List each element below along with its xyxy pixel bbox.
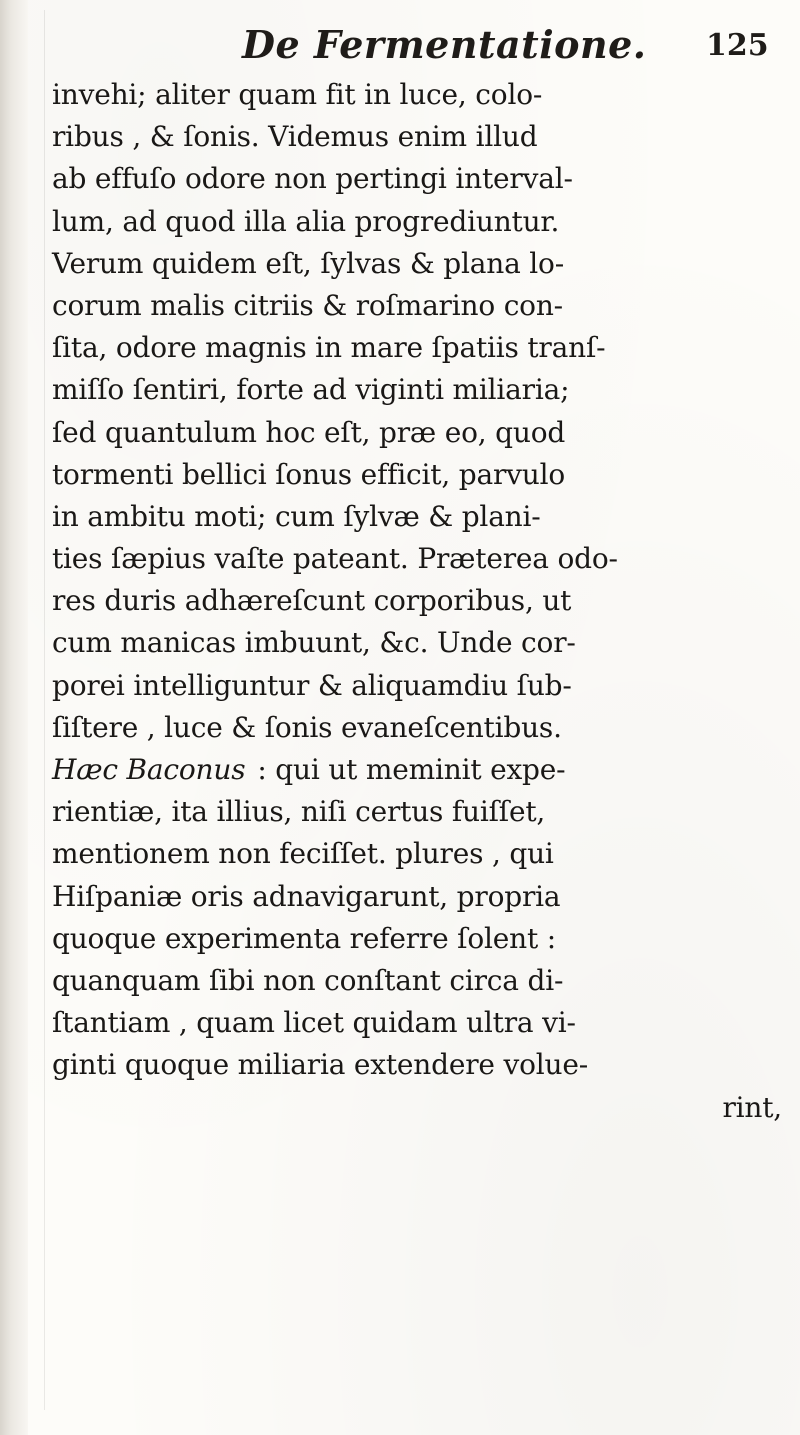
- text-line: mentionem non feciſſet. plures , qui: [52, 837, 554, 871]
- text-line: ginti quoque miliaria extendere volue-: [52, 1048, 588, 1082]
- text-line: ſita, odore magnis in mare ſpatiis tranſ-: [52, 331, 606, 365]
- text-line: Verum quidem eſt, ſylvas & plana lo-: [52, 246, 564, 280]
- text-line: res duris adhæreſcunt corporibus, ut: [52, 584, 572, 618]
- body-text: [52, 74, 792, 1129]
- text-line: ties ſæpius vaſte pateant. Præterea odo-: [52, 542, 618, 576]
- page-gutter-shadow: [0, 0, 28, 1435]
- catchword-line: rint,: [722, 1090, 782, 1124]
- text-line: corum malis citriis & roſmarino con-: [52, 288, 563, 322]
- text-line: ſtantiam , quam licet quidam ultra vi-: [52, 1006, 576, 1040]
- margin-rule: [44, 10, 45, 1410]
- text-line: lum, ad quod illa alia progrediuntur.: [52, 204, 560, 238]
- text-line: invehi; aliter quam fit in luce, colo-: [52, 78, 543, 111]
- running-head: De Fermentatione.: [242, 22, 647, 67]
- text-line: ab effuſo odore non pertingi interval-: [52, 162, 573, 196]
- text-line: porei intelliguntur & aliquamdiu ſub-: [52, 668, 572, 702]
- page-header: [0, 18, 800, 78]
- text-line: quanquam ſibi non conſtant circa di-: [52, 963, 564, 997]
- author-name: Hæc Baconus: [52, 753, 246, 786]
- text-line: rientiæ, ita illius, niſi certus fuiſſet,: [52, 795, 546, 829]
- text-line: Hiſpaniæ oris adnavigarunt, propria: [52, 879, 561, 913]
- text-line: ſed quantulum hoc eſt, præ eo, quod: [52, 415, 566, 449]
- text-line-bacon: [52, 749, 792, 791]
- text-line: miſſo ſentiri, forte ad viginti miliaria;: [52, 373, 570, 407]
- text-line: quoque experimenta referre ſolent :: [52, 921, 556, 955]
- text-line: cum manicas imbuunt, &c. Unde cor-: [52, 626, 576, 660]
- text-line: tormenti bellici ſonus efficit, parvulo: [52, 457, 566, 491]
- text-line: ribus , & ſonis. Videmus enim illud: [52, 120, 538, 154]
- page-number: 125: [706, 28, 769, 63]
- text-line: ſiſtere , luce & ſonis evaneſcentibus.: [52, 710, 562, 744]
- text-line: in ambitu moti; cum ſylvæ & plani-: [52, 499, 541, 533]
- text-segment: : qui ut meminit expe-: [257, 753, 566, 786]
